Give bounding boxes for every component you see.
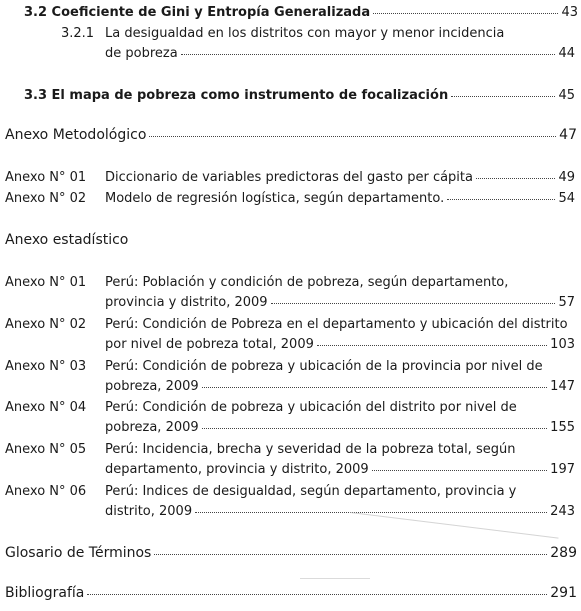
page-number: 197 — [550, 462, 575, 477]
subsection-number: 3.2.1 — [61, 26, 95, 41]
dot-leader — [447, 199, 555, 200]
entry-text-line2: departamento, provincia y distrito, 2009 — [105, 462, 369, 477]
scan-mark — [300, 578, 370, 579]
page-number: 43 — [561, 5, 578, 20]
page-number: 47 — [559, 127, 577, 143]
toc-entry-3-3[interactable] — [24, 88, 575, 103]
entry-text-line1: Perú: Condición de pobreza y ubicación del distrito por nivel de — [105, 400, 517, 415]
page-number: 44 — [558, 46, 575, 61]
entry-text-line2: pobreza, 2009 — [105, 379, 199, 394]
toc-entry-3-2[interactable] — [24, 5, 578, 20]
page-number: 45 — [558, 88, 575, 103]
entry-text-line1: La desigualdad en los distritos con mayor y menor incidencia — [105, 26, 505, 41]
page-number: 54 — [558, 191, 575, 206]
dot-leader — [372, 470, 547, 471]
dot-leader — [451, 96, 555, 97]
entry-text-line1: Perú: Condición de pobreza y ubicación de la provincia por nivel de — [105, 359, 543, 374]
toc-bibliografia[interactable] — [5, 586, 577, 601]
entry-text-line1: Perú: Indices de desigualdad, según departamento, provincia y — [105, 484, 517, 499]
anexo-label: Anexo N° 01 — [5, 275, 87, 290]
toc-glosario[interactable] — [5, 546, 577, 561]
dot-leader — [476, 178, 555, 179]
entry-title: Glosario de Términos — [5, 545, 152, 561]
anexo-label: Anexo N° 03 — [5, 359, 87, 374]
entry-text-line2: provincia y distrito, 2009 — [105, 295, 268, 310]
entry-text: Modelo de regresión logística, según departamento. — [105, 191, 445, 206]
anexo-label: Anexo N° 05 — [5, 442, 87, 457]
anexo-label: Anexo N° 04 — [5, 400, 87, 415]
page-number: 291 — [550, 585, 577, 601]
dot-leader — [202, 428, 548, 429]
dot-leader — [181, 54, 556, 55]
entry-text-line1: Perú: Población y condición de pobreza, según departamento, — [105, 275, 509, 290]
page-number: 243 — [550, 504, 575, 519]
page-number: 147 — [550, 379, 575, 394]
dot-leader — [317, 345, 547, 346]
toc-anexo-est-05[interactable] — [105, 462, 575, 477]
entry-text: Diccionario de variables predictoras del gasto per cápita — [105, 170, 473, 185]
anexo-label: Anexo N° 02 — [5, 191, 87, 206]
section-heading: Anexo estadístico — [5, 232, 129, 248]
entry-title: 3.3 El mapa de pobreza como instrumento de focalización — [24, 88, 449, 103]
dot-leader — [149, 136, 556, 137]
toc-anexo-met-01[interactable] — [105, 170, 575, 185]
toc-anexo-metodologico[interactable] — [5, 128, 577, 143]
entry-text-line2: distrito, 2009 — [105, 504, 193, 519]
toc-anexo-est-04[interactable] — [105, 420, 575, 435]
page-number: 103 — [550, 337, 575, 352]
dot-leader — [154, 554, 547, 555]
page-number: 57 — [558, 295, 575, 310]
dot-leader — [271, 303, 556, 304]
page-number: 289 — [550, 545, 577, 561]
toc-anexo-est-02[interactable] — [105, 337, 575, 352]
entry-title: 3.2 Coeficiente de Gini y Entropía Generalizada — [24, 5, 371, 20]
entry-text-line2: de pobreza — [105, 46, 178, 61]
toc-anexo-est-06[interactable] — [105, 504, 575, 519]
toc-anexo-met-02[interactable] — [105, 191, 575, 206]
anexo-label: Anexo N° 02 — [5, 317, 87, 332]
toc-anexo-est-01[interactable] — [105, 295, 575, 310]
anexo-label: Anexo N° 06 — [5, 484, 87, 499]
toc-entry-3-2-1[interactable] — [105, 46, 575, 61]
entry-text-line2: pobreza, 2009 — [105, 420, 199, 435]
dot-leader — [373, 13, 558, 14]
entry-text-line2: por nivel de pobreza total, 2009 — [105, 337, 314, 352]
entry-title: Bibliografía — [5, 585, 85, 601]
entry-text-line1: Perú: Incidencia, brecha y severidad de la pobreza total, según — [105, 442, 516, 457]
dot-leader — [195, 512, 547, 513]
entry-text-line1: Perú: Condición de Pobreza en el departamento y ubicación del distrito — [105, 317, 568, 332]
page-number: 49 — [558, 170, 575, 185]
toc-anexo-est-03[interactable] — [105, 379, 575, 394]
dot-leader — [202, 387, 548, 388]
anexo-label: Anexo N° 01 — [5, 170, 87, 185]
entry-title: Anexo Metodológico — [5, 127, 147, 143]
page-number: 155 — [550, 420, 575, 435]
dot-leader — [87, 594, 547, 595]
